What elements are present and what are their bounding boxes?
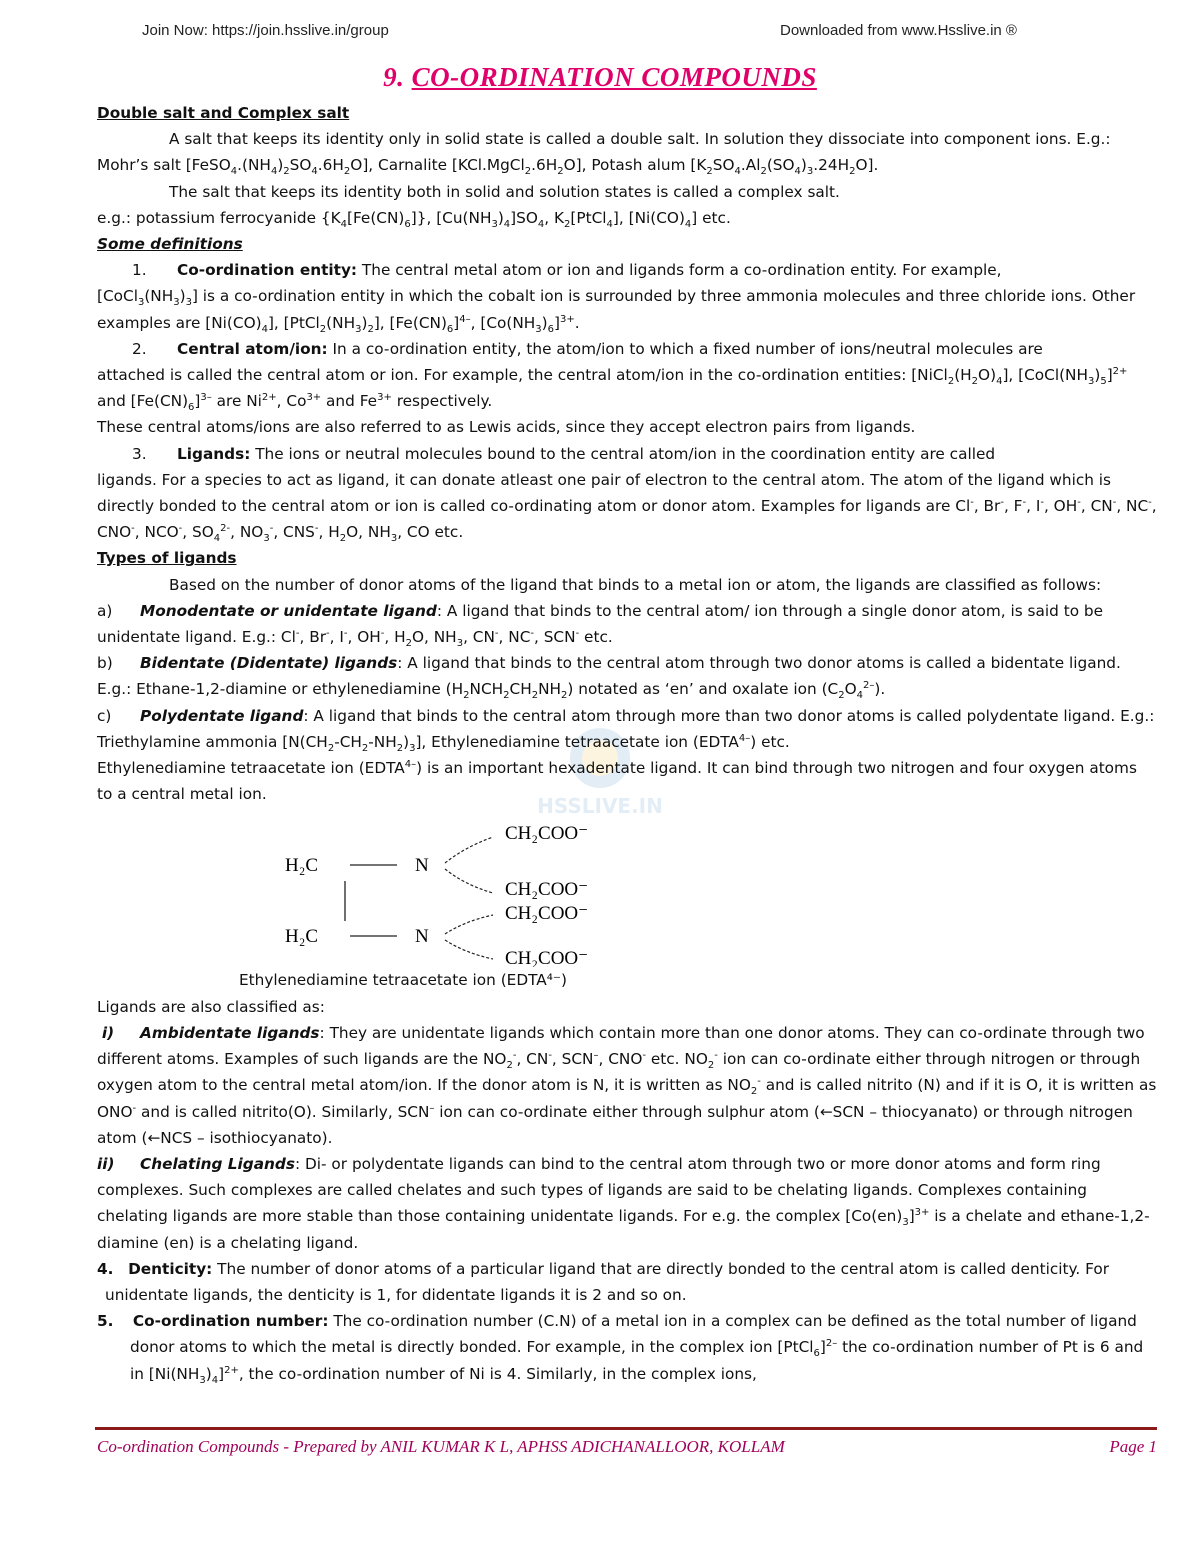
edta-caption: Ethylenediamine tetraacetate ion (EDTA⁴⁻) — [239, 971, 567, 990]
page-number: Page 1 — [1109, 1437, 1157, 1456]
ligand-type-i-label: Ambidentate ligands — [140, 1023, 320, 1042]
chapter-title: CO-ORDINATION COMPOUNDS — [411, 62, 817, 92]
chapter-number: 9. — [383, 62, 405, 92]
footer-divider — [95, 1427, 1157, 1430]
ligand-type-b: b) Bidentate (Didentate) ligands: A ligand that binds to the central atom through two donor atoms is called a bidentate ligand. E.g.: Ethane-1,2-diamine or ethylenediamine $(H_2NCH_2CH_2NH_2)$ notated as ‘en’ and oxalate ion $(C_2O_4^{2-})$. — [97, 654, 1121, 702]
ligand-type-i: i) Ambidentate ligands: They are unidentate ligands which contain more than one donor atoms. They can co-ordinate through two different atoms. Examples of such ligands are the $NO_2^-$, CN-, SCN–, CNO- etc. $NO_2^-$ ion can co-ordinate either through nitrogen or through oxygen atom to the central metal atom/ion. If the donor atom is N, it is written as $NO_2^-$ and is called nitrito (N) and if it is O, it is written as ONO- and is called nitrito(O). Similarly, SCN– ion can co-ordinate either through sulphur atom (←SCN – thiocyanato) or through nitrogen atom (←NCS – isothiocyanato). — [97, 1023, 1157, 1147]
footer-credit: Co-ordination Compounds - Prepared by ANIL KUMAR K L, APHSS ADICHANALLOOR, KOLLAM — [97, 1437, 785, 1456]
document-body — [97, 100, 1157, 1387]
edta-h2c-bottom: H₂C — [285, 926, 319, 948]
definition-5: 5. Co-ordination number: The co-ordination number (C.N) of a metal ion in a complex can be defined as the total number of ligand donor atoms to which the metal is directly bonded. For example, in the complex ion [PtCl$_6$]$^{2-}$ the co-ordination number of Pt is 6 and in $[Ni(NH_3)_4]^{2+}$, the co-ordination number of Ni is 4. Similarly, in the complex ions, — [97, 1312, 1144, 1386]
definition-3: 3. Ligands: The ions or neutral molecules bound to the central atom/ion in the coordination entity are called — [132, 444, 996, 463]
definition-1-cont: $[CoCl_3(NH_3)_3]$ is a co-ordination entity in which the cobalt ion is surrounded by three ammonia molecules and three chloride ions. Other examples are $[Ni(CO)_4]$, $[PtCl_2(NH_3)_2]$, $[Fe(CN)_6]^{4-}$, $[Co(NH_3)_6]^{3+}$. — [97, 287, 1136, 335]
edta-arm-bond-3 — [445, 915, 493, 934]
ligand-type-c-label: Polydentate ligand — [140, 706, 304, 725]
heading-types-of-ligands: Types of ligands — [97, 549, 237, 568]
edta-arm-4: CH₂COO⁻ — [505, 948, 589, 968]
ligand-type-b-label: Bidentate (Didentate) ligands — [140, 654, 398, 673]
edta-arm-bond-4 — [445, 940, 493, 959]
page-footer — [97, 1437, 1157, 1457]
definition-4: 4. Denticity: The number of donor atoms of a particular ligand that are directly bonded to the central atom is called denticity. For unidentate ligands, the denticity is 1, for didentate ligands it is 2 and so on. — [97, 1259, 1109, 1304]
paragraph-ligand-classification: Based on the number of donor atoms of the ligand that binds to a metal ion or atom, the ligands are classified as follows: — [169, 575, 1102, 594]
svg-text:HSSLIVE.IN: HSSLIVE.IN — [537, 794, 663, 818]
heading-double-salt: Double salt and Complex salt — [97, 104, 350, 122]
definition-3-cont: ligands. For a species to act as ligand, it can donate atleast one pair of electron to the central atom. The atom of the ligand which is directly bonded to the central atom or ion is called co-ordinating atom or donor atom. Examples for ligands are Cl-, Br-, F-, I-, OH-, CN-, NC-, CNO-, NCO-, $SO_4^{2-}$, $NO_3^-$, CNS-, $H_2O$, $NH_3$, CO etc. — [97, 470, 1157, 545]
edta-n-top: N — [415, 855, 429, 877]
definition-2-cont: attached is called the central atom or ion. For example, the central atom/ion in the co-ordination entities: $[NiCl_2(H_2O)_4]$, $[CoCl(NH_3)_5]^{2+}$ and $[Fe(CN)_6]^{3-}$ are $Ni^{2+}$, $Co^{3+}$ and $Fe^{3+}$ respectively. — [97, 365, 1128, 414]
ligand-type-ii: ii) Chelating Ligands: Di- or polydentate ligands can bind to the central atom through two or more donor atoms and form ring complexes. Such complexes are called chelates and such types of ligands are said to be chelating ligands. Complexes containing chelating ligands are more stable than those containing unidentate ligands. For e.g. the complex $[Co(en)_3]^{3+}$ is a chelate and ethane-1,2-diamine (en) is a chelating ligand. — [97, 1154, 1150, 1252]
edta-arm-1: CH₂COO⁻ — [505, 823, 589, 845]
definition-3-label: Ligands: — [177, 444, 251, 463]
edta-arm-bond-2 — [445, 869, 493, 893]
edta-arm-2: CH₂COO⁻ — [505, 879, 589, 901]
definition-1-label: Co-ordination entity: — [177, 261, 358, 280]
paragraph-also-classified: Ligands are also classified as: — [97, 997, 325, 1016]
paragraph-complex-salt: The salt that keeps its identity both in solid and solution states is called a complex salt. — [169, 182, 840, 201]
definition-2-label: Central atom/ion: — [177, 339, 328, 358]
definition-1: 1. Co-ordination entity: The central metal atom or ion and ligands form a co-ordination entity. For example, — [132, 261, 1002, 280]
header-join-link[interactable]: Join Now: https://join.hsslive.in/group — [142, 22, 389, 39]
header-download-source[interactable]: Downloaded from www.Hsslive.in ® — [780, 22, 1017, 39]
ligand-type-c: c) Polydentate ligand: A ligand that binds to the central atom through more than two donor atoms is called polydentate ligand. E.g.: Triethylamine ammonia $[N(CH_2-CH_2-NH_2)_3]$, Ethylenediamine tetraacetate ion $(EDTA^{4-})$ etc. — [97, 706, 1155, 754]
page-title — [0, 62, 1200, 93]
definition-4-label: Denticity: — [128, 1259, 213, 1278]
edta-arm-bond-1 — [445, 837, 493, 863]
heading-some-definitions: Some definitions — [97, 235, 243, 254]
edta-structure-diagram — [97, 809, 1157, 967]
paragraph-double-salt: A salt that keeps its identity only in solid state is called a double salt. In solution they dissociate into component ions. E.g.: Mohr’s salt $[FeSO_4.(NH_4)_2SO_4.6H_2O]$, Carnalite $[KCl.MgCl_2.6H_2O]$, Potash alum $[K_2SO_4.Al_2(SO_4)_3.24H_2O]$. — [97, 130, 1111, 178]
paragraph-complex-examples: e.g.: potassium ferrocyanide $\{K_4[Fe(CN)_6]\}$, $[Cu(NH_3)_4]SO_4$, $K_2[PtCl_4]$, $[Ni(CO)_4]$ etc. — [97, 208, 731, 230]
ligand-type-ii-label: Chelating Ligands — [140, 1154, 295, 1173]
edta-arm-3: CH₂COO⁻ — [505, 903, 589, 925]
ligand-type-a-label: Monodentate or unidentate ligand — [140, 601, 437, 620]
paragraph-lewis-acids: These central atoms/ions are also referred to as Lewis acids, since they accept electron pairs from ligands. — [97, 418, 916, 437]
ligand-type-a: a) Monodentate or unidentate ligand: A ligand that binds to the central atom/ ion through a single donor atom, is said to be unidentate ligand. E.g.: Cl-, Br-, I-, OH-, $H_2O$, $NH_3$, CN-, NC-, SCN- etc. — [97, 601, 1104, 650]
paragraph-edta: Ethylenediamine tetraacetate ion $(EDTA^{4-})$ is an important hexadentate ligand. It can bind through two nitrogen and four oxygen atoms to a central metal ion. — [97, 758, 1137, 804]
definition-5-label: Co-ordination number: — [132, 1312, 329, 1331]
edta-h2c-top: H₂C — [285, 855, 319, 877]
edta-n-bottom: N — [415, 926, 429, 948]
definition-2: 2. Central atom/ion: In a co-ordination entity, the atom/ion to which a fixed number of ions/neutral molecules are — [132, 339, 1043, 358]
